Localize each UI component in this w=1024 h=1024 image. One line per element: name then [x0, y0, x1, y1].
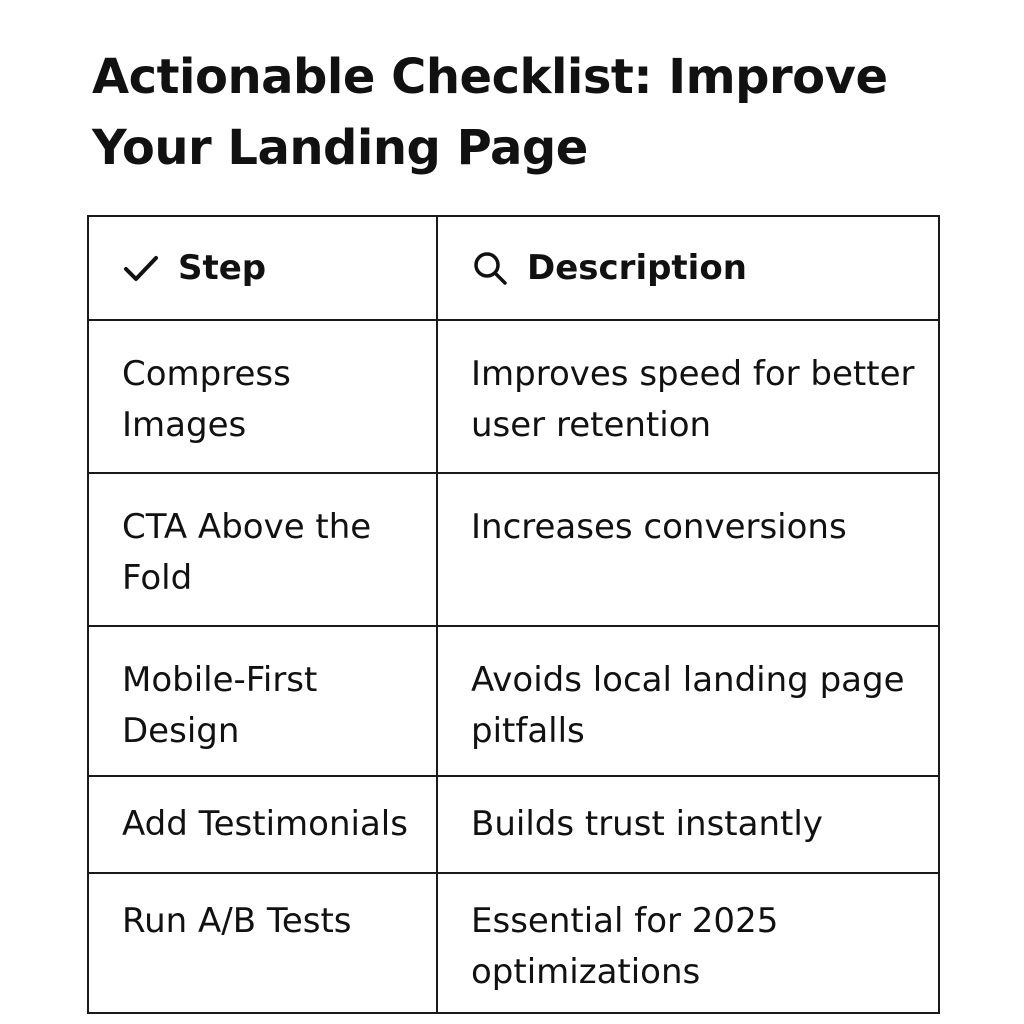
step-cell: Run A/B Tests [88, 873, 437, 1013]
description-cell: Avoids local landing page pitfalls [437, 626, 939, 776]
search-icon [471, 249, 509, 287]
checkmark-icon [122, 249, 160, 287]
description-cell: Essential for 2025 optimizations [437, 873, 939, 1013]
checklist-table [87, 215, 940, 1014]
step-cell: Mobile-First Design [88, 626, 437, 776]
description-cell: Builds trust instantly [437, 776, 939, 873]
description-cell: Increases conversions [437, 473, 939, 626]
column-header-description [437, 216, 939, 320]
table-row [88, 473, 939, 626]
table-header-row [88, 216, 939, 320]
table-row [88, 776, 939, 873]
page-title: Actionable Checklist: Improve Your Landing Page [92, 49, 888, 176]
column-header-description-label: Description [527, 247, 747, 288]
step-cell: Compress Images [88, 320, 437, 473]
step-cell: Add Testimonials [88, 776, 437, 873]
column-header-step [88, 216, 437, 320]
step-cell: CTA Above the Fold [88, 473, 437, 626]
table-row [88, 626, 939, 776]
table-row [88, 873, 939, 1013]
table-row [88, 320, 939, 473]
description-cell: Improves speed for better user retention [437, 320, 939, 473]
column-header-step-label: Step [178, 247, 267, 288]
